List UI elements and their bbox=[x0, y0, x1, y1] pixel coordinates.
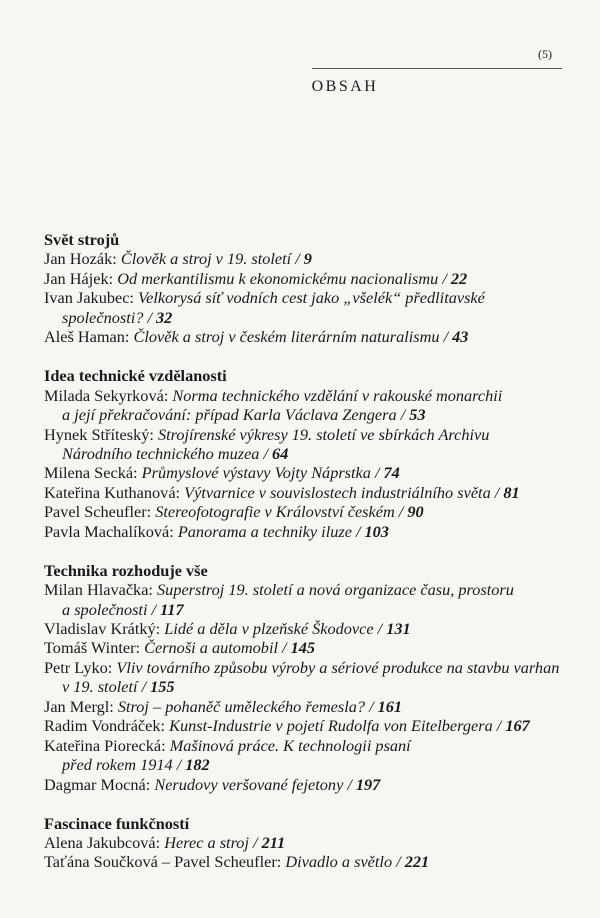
entry-page-number: 182 bbox=[185, 755, 210, 775]
entry-line bbox=[44, 852, 574, 871]
entry-author: Radim Vondráček: bbox=[44, 716, 166, 736]
entry-author: Pavel Scheufler: bbox=[44, 502, 152, 522]
entry-line-continued bbox=[44, 308, 574, 327]
entry-line bbox=[44, 502, 574, 521]
section-title: Svět strojů bbox=[44, 230, 120, 249]
entry-page-number: 43 bbox=[452, 327, 469, 347]
toc-entry bbox=[44, 775, 574, 794]
entry-page-number: 81 bbox=[503, 482, 520, 502]
entry-author: Aleš Haman: bbox=[44, 327, 130, 347]
toc-entry bbox=[44, 249, 574, 268]
entry-author: Jan Mergl: bbox=[44, 696, 114, 716]
toc-section bbox=[44, 230, 574, 347]
entry-title: Divadlo a světlo / bbox=[285, 852, 401, 872]
header-rule bbox=[312, 68, 562, 69]
entry-line-continued bbox=[44, 677, 574, 696]
entry-title: Stroj – pohaněč uměleckého řemesla? / bbox=[117, 696, 374, 716]
entry-author: Kateřina Piorecká: bbox=[44, 735, 166, 755]
toc-entry bbox=[44, 833, 574, 852]
entry-author: Dagmar Mocná: bbox=[44, 774, 151, 794]
entry-author: Hynek Stříteský: bbox=[44, 424, 154, 444]
entry-title: Černoši a automobil / bbox=[144, 638, 287, 658]
entry-line bbox=[44, 716, 574, 735]
entry-line-continued bbox=[44, 755, 574, 774]
entry-line bbox=[44, 249, 574, 268]
toc-entry bbox=[44, 327, 574, 346]
toc-entry bbox=[44, 269, 574, 288]
entry-title: Stereofotografie v Království českém / bbox=[155, 502, 404, 522]
toc-entry bbox=[44, 638, 574, 657]
page-number: (5) bbox=[538, 47, 552, 61]
entry-author: Petr Lyko: bbox=[44, 657, 113, 677]
section-title: Idea technické vzdělanosti bbox=[44, 366, 227, 386]
entry-page-number: 131 bbox=[386, 619, 411, 639]
entry-author: Vladislav Krátký: bbox=[44, 619, 161, 639]
toc-entry bbox=[44, 852, 574, 871]
entry-page-number: 155 bbox=[150, 677, 175, 697]
entry-page-number: 117 bbox=[160, 599, 184, 619]
entry-title: Mašinová práce. K technologii psaní bbox=[169, 735, 411, 755]
entry-page-number: 167 bbox=[505, 716, 530, 736]
entry-title: Superstroj 19. století a nová organizace času, prostoru bbox=[157, 580, 514, 600]
entry-line bbox=[44, 425, 574, 444]
entry-page-number: 32 bbox=[156, 307, 173, 327]
toc-entry bbox=[44, 619, 574, 638]
toc-entry bbox=[44, 522, 574, 541]
entry-title: Velkorysá síť vodních cest jako „všelék“ předlitavské bbox=[138, 288, 485, 308]
entry-author: Milena Secká: bbox=[44, 463, 138, 483]
entry-line bbox=[44, 697, 574, 716]
toc-section bbox=[44, 561, 574, 794]
entry-author: Milada Sekyrková: bbox=[44, 385, 169, 405]
toc-entry bbox=[44, 658, 574, 697]
entry-line bbox=[44, 327, 574, 346]
entry-title: Lidé a děla v plzeňské Škodovce / bbox=[164, 619, 383, 639]
entry-author: Taťána Součková – Pavel Scheufler: bbox=[44, 852, 282, 872]
entry-line-continued bbox=[44, 600, 574, 619]
toc-entry bbox=[44, 580, 574, 619]
entry-title: Strojírenské výkresy 19. století ve sbírkách Archivu bbox=[157, 424, 490, 444]
entry-page-number: 22 bbox=[450, 268, 468, 288]
entry-title: Panorama a techniky iluze / bbox=[177, 521, 361, 541]
toc-entry bbox=[44, 425, 574, 464]
entry-line bbox=[44, 463, 574, 482]
entry-line bbox=[44, 619, 574, 638]
entry-line bbox=[44, 483, 574, 502]
entry-title: Nerudovy veršované fejetony / bbox=[154, 774, 352, 794]
entry-author: Tomáš Winter: bbox=[44, 638, 141, 658]
toc-section bbox=[44, 366, 574, 541]
entry-title: Herec a stroj / bbox=[164, 833, 258, 852]
entry-title: Výtvarnice v souvislostech industriálního světa / bbox=[184, 482, 500, 502]
entry-author: Jan Hájek: bbox=[44, 268, 114, 288]
entry-line bbox=[44, 736, 574, 755]
entry-title-continued: společnosti? / bbox=[62, 307, 152, 327]
section-title: Technika rozhoduje vše bbox=[44, 560, 208, 580]
entry-page-number: 211 bbox=[261, 833, 286, 852]
entry-page-number: 161 bbox=[377, 696, 403, 716]
entry-line bbox=[44, 638, 574, 657]
entry-line-continued bbox=[44, 444, 574, 463]
entry-line bbox=[44, 386, 574, 405]
toc-entry bbox=[44, 463, 574, 482]
entry-author: Alena Jakubcová: bbox=[44, 833, 161, 852]
entry-page-number: 53 bbox=[409, 405, 426, 425]
entry-page-number: 90 bbox=[407, 502, 424, 522]
entry-title: Člověk a stroj v 19. století / bbox=[120, 249, 300, 269]
toc-entry bbox=[44, 288, 574, 327]
entry-page-number: 74 bbox=[383, 463, 400, 483]
toc-entry bbox=[44, 502, 574, 521]
entry-line bbox=[44, 775, 574, 794]
toc-entry bbox=[44, 736, 574, 775]
entry-line bbox=[44, 658, 574, 677]
entry-title-continued: a společnosti / bbox=[62, 599, 157, 619]
section-title: Fascinace funkčností bbox=[44, 813, 190, 833]
entry-page-number: 64 bbox=[272, 443, 289, 463]
entry-title-continued: v 19. století / bbox=[62, 677, 147, 697]
toc-entry bbox=[44, 697, 574, 716]
entry-line bbox=[44, 833, 574, 852]
entry-title: Kunst-Industrie v pojetí Rudolfa von Eitelbergera / bbox=[169, 716, 502, 736]
entry-author: Pavla Machalíková: bbox=[44, 521, 174, 541]
entry-author: Jan Hozák: bbox=[44, 249, 117, 269]
entry-line bbox=[44, 580, 574, 599]
entry-page-number: 103 bbox=[364, 521, 389, 541]
entry-page-number: 197 bbox=[355, 774, 381, 794]
entry-title: Vliv továrního způsobu výroby a sériové produkce na stavbu varhan bbox=[116, 657, 560, 677]
toc-entry bbox=[44, 716, 574, 735]
entry-title: Norma technického vzdělání v rakouské monarchii bbox=[172, 385, 503, 405]
entry-line bbox=[44, 269, 574, 288]
entry-title: Od merkantilismu k ekonomickému nacionalismu / bbox=[117, 268, 447, 288]
toc-entry bbox=[44, 386, 574, 425]
entry-line bbox=[44, 288, 574, 307]
entry-author: Kateřina Kuthanová: bbox=[44, 482, 181, 502]
entry-page-number: 9 bbox=[303, 249, 312, 269]
page-title: OBSAH bbox=[311, 78, 379, 95]
toc-section bbox=[44, 814, 574, 872]
entry-title-continued: Národního technického muzea / bbox=[62, 443, 269, 463]
entry-title: Člověk a stroj v českém literárním naturalismu / bbox=[133, 327, 449, 347]
entry-title-continued: a její překračování: případ Karla Václava Zengera / bbox=[62, 405, 406, 425]
entry-author: Milan Hlavačka: bbox=[44, 580, 153, 600]
entry-line-continued bbox=[44, 405, 574, 424]
toc-entry bbox=[44, 483, 574, 502]
entry-title-continued: před rokem 1914 / bbox=[62, 755, 182, 775]
entry-title: Průmyslové výstavy Vojty Náprstka / bbox=[141, 463, 380, 483]
entry-page-number: 145 bbox=[290, 638, 316, 658]
table-of-contents bbox=[44, 230, 574, 891]
entry-line bbox=[44, 522, 574, 541]
entry-page-number: 221 bbox=[404, 852, 430, 872]
entry-author: Ivan Jakubec: bbox=[44, 288, 134, 308]
